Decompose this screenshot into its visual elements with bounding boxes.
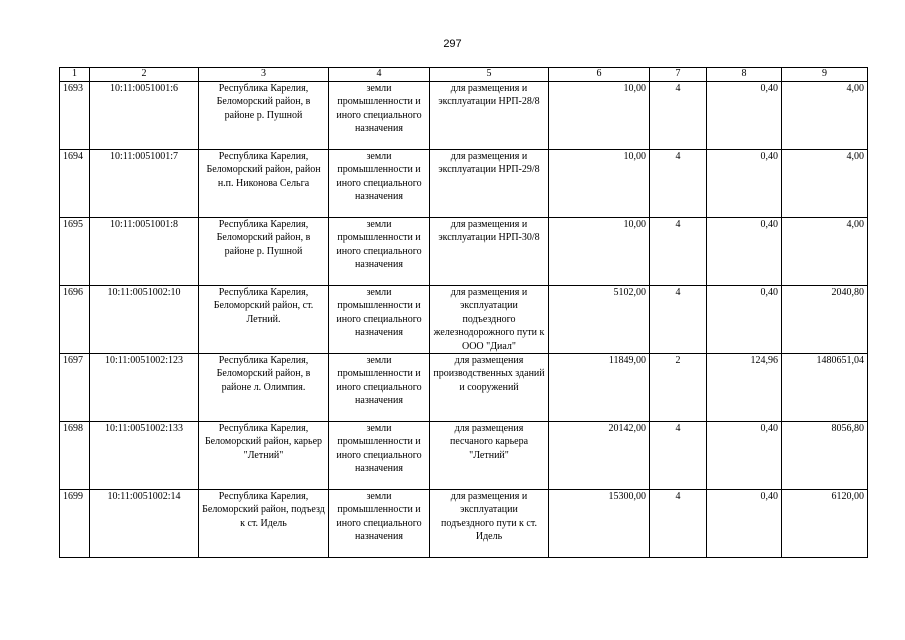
rate: 0,40: [707, 286, 782, 354]
rate: 0,40: [707, 82, 782, 150]
page-number: 297: [443, 38, 462, 50]
land-category: земли промышленности и иного специального назначения: [329, 490, 430, 558]
group: 2: [650, 354, 707, 422]
group: 4: [650, 490, 707, 558]
table-row: [60, 82, 868, 150]
rate: 0,40: [707, 218, 782, 286]
row-number: 1694: [60, 150, 90, 218]
row-number: 1697: [60, 354, 90, 422]
address: Республика Карелия, Беломорский район, ст. Летний.: [199, 286, 329, 354]
permitted-use: для размещения песчаного карьера "Летний": [430, 422, 549, 490]
land-category: земли промышленности и иного специального назначения: [329, 218, 430, 286]
header-col-2: 2: [90, 68, 199, 82]
address: Республика Карелия, Беломорский район, район н.п. Никонова Сельга: [199, 150, 329, 218]
table-row: [60, 218, 868, 286]
header-col-8: 8: [707, 68, 782, 82]
land-plot-table: [59, 67, 868, 558]
land-category: земли промышленности и иного специального назначения: [329, 422, 430, 490]
permitted-use: для размещения и эксплуатации подъездного железнодорожного пути к ООО "Диал": [430, 286, 549, 354]
land-category: земли промышленности и иного специального назначения: [329, 82, 430, 150]
table-row: [60, 422, 868, 490]
land-category: земли промышленности и иного специального назначения: [329, 354, 430, 422]
header-col-9: 9: [782, 68, 868, 82]
address: Республика Карелия, Беломорский район, в районе р. Пушной: [199, 218, 329, 286]
header-col-3: 3: [199, 68, 329, 82]
cadastral-value: 2040,80: [782, 286, 868, 354]
cadastral-value: 1480651,04: [782, 354, 868, 422]
area: 11849,00: [549, 354, 650, 422]
cadastral-number: 10:11:0051001:7: [90, 150, 199, 218]
group: 4: [650, 218, 707, 286]
cadastral-number: 10:11:0051001:8: [90, 218, 199, 286]
cadastral-number: 10:11:0051001:6: [90, 82, 199, 150]
rate: 0,40: [707, 490, 782, 558]
cadastral-number: 10:11:0051002:14: [90, 490, 199, 558]
cadastral-value: 8056,80: [782, 422, 868, 490]
row-number: 1698: [60, 422, 90, 490]
address: Республика Карелия, Беломорский район, в районе р. Пушной: [199, 82, 329, 150]
area: 10,00: [549, 218, 650, 286]
permitted-use: для размещения и эксплуатации НРП-30/8: [430, 218, 549, 286]
cadastral-value: 4,00: [782, 82, 868, 150]
permitted-use: для размещения и эксплуатации НРП-28/8: [430, 82, 549, 150]
row-number: 1695: [60, 218, 90, 286]
permitted-use: для размещения и эксплуатации НРП-29/8: [430, 150, 549, 218]
group: 4: [650, 82, 707, 150]
address: Республика Карелия, Беломорский район, подъезд к ст. Идель: [199, 490, 329, 558]
group: 4: [650, 422, 707, 490]
cadastral-value: 6120,00: [782, 490, 868, 558]
header-col-5: 5: [430, 68, 549, 82]
address: Республика Карелия, Беломорский район, карьер "Летний": [199, 422, 329, 490]
header-col-4: 4: [329, 68, 430, 82]
table-row: [60, 354, 868, 422]
header-col-1: 1: [60, 68, 90, 82]
table-row: [60, 490, 868, 558]
row-number: 1696: [60, 286, 90, 354]
rate: 0,40: [707, 150, 782, 218]
area: 10,00: [549, 82, 650, 150]
area: 10,00: [549, 150, 650, 218]
rate: 124,96: [707, 354, 782, 422]
group: 4: [650, 286, 707, 354]
cadastral-number: 10:11:0051002:10: [90, 286, 199, 354]
permitted-use: для размещения производственных зданий и сооружений: [430, 354, 549, 422]
address: Республика Карелия, Беломорский район, в районе л. Олимпия.: [199, 354, 329, 422]
row-number: 1699: [60, 490, 90, 558]
land-category: земли промышленности и иного специального назначения: [329, 150, 430, 218]
table-row: [60, 286, 868, 354]
rate: 0,40: [707, 422, 782, 490]
table-row: [60, 150, 868, 218]
area: 20142,00: [549, 422, 650, 490]
header-col-7: 7: [650, 68, 707, 82]
header-col-6: 6: [549, 68, 650, 82]
area: 5102,00: [549, 286, 650, 354]
cadastral-value: 4,00: [782, 218, 868, 286]
permitted-use: для размещения и эксплуатации подъездного пути к ст. Идель: [430, 490, 549, 558]
row-number: 1693: [60, 82, 90, 150]
land-category: земли промышленности и иного специального назначения: [329, 286, 430, 354]
cadastral-number: 10:11:0051002:133: [90, 422, 199, 490]
area: 15300,00: [549, 490, 650, 558]
cadastral-number: 10:11:0051002:123: [90, 354, 199, 422]
header-row: [60, 68, 868, 82]
cadastral-value: 4,00: [782, 150, 868, 218]
group: 4: [650, 150, 707, 218]
